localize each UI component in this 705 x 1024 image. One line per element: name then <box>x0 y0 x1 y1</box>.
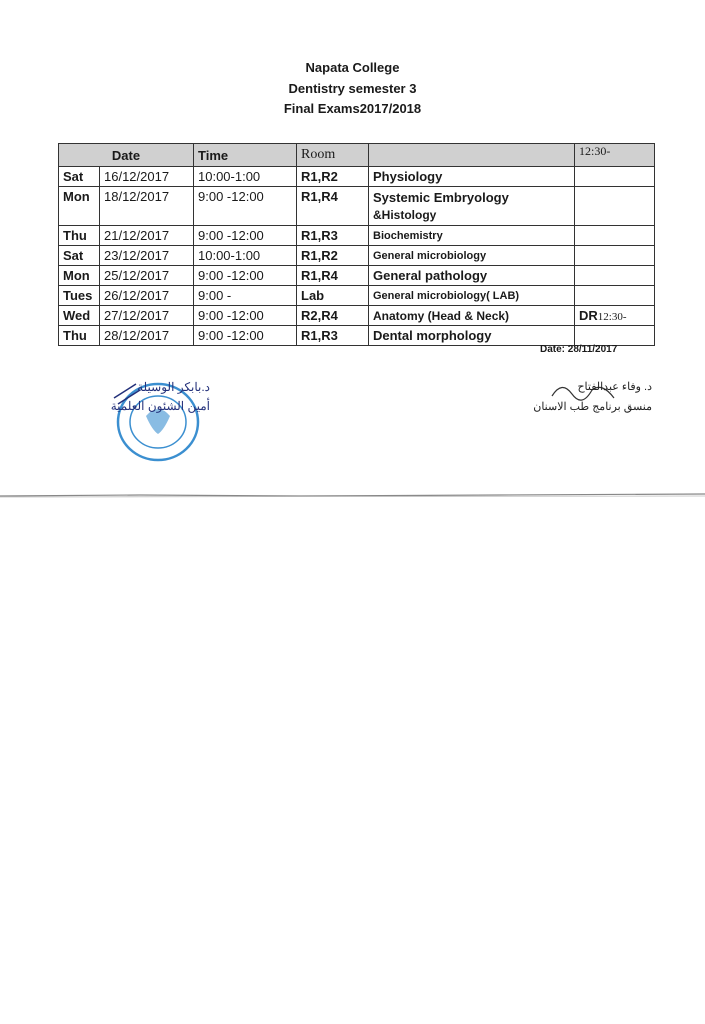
row-subject: General microbiology <box>369 246 575 266</box>
exam-schedule-table <box>58 143 655 346</box>
signature-left-name: د.بابكر الوسيلة <box>137 380 210 394</box>
row-day: Sat <box>59 246 100 266</box>
row-room: R1,R3 <box>297 226 369 246</box>
signature-right <box>520 377 652 417</box>
row-room: R2,R4 <box>297 306 369 326</box>
column-header-extra: 12:30- <box>575 144 655 167</box>
row-extra <box>575 167 655 187</box>
table-row <box>59 226 655 246</box>
row-day: Wed <box>59 306 100 326</box>
row-date: 21/12/2017 <box>100 226 194 246</box>
row-day: Sat <box>59 167 100 187</box>
row-extra-time: 12:30- <box>597 311 627 323</box>
row-subject-line2: &Histology <box>373 208 437 222</box>
column-header-date: Date <box>59 144 194 167</box>
row-time: 9:00 -12:00 <box>194 306 297 326</box>
row-time: 9:00 -12:00 <box>194 266 297 286</box>
row-subject <box>369 187 575 226</box>
row-extra-dr: DR <box>579 308 598 323</box>
table-row <box>59 187 655 226</box>
row-subject: Physiology <box>369 167 575 187</box>
college-name: Napata College <box>305 60 400 75</box>
row-day: Mon <box>59 266 100 286</box>
table-row <box>59 246 655 266</box>
row-room: R1,R4 <box>297 266 369 286</box>
row-date: 28/12/2017 <box>100 326 194 346</box>
row-day: Thu <box>59 226 100 246</box>
column-header-room: Room <box>297 144 369 167</box>
table-row <box>59 266 655 286</box>
issue-date: Date: 28/11/2017 <box>540 344 618 355</box>
row-room: Lab <box>297 286 369 306</box>
signature-right-title: منسق برنامج طب الاسنان <box>533 401 652 413</box>
row-date: 27/12/2017 <box>100 306 194 326</box>
row-subject-line1: Systemic Embryology <box>373 190 509 205</box>
row-time: 10:00-1:00 <box>194 246 297 266</box>
row-date: 25/12/2017 <box>100 266 194 286</box>
signature-left-title: أمين الشئون العلمية <box>110 399 210 413</box>
row-subject: General pathology <box>369 266 575 286</box>
row-subject: Biochemistry <box>369 226 575 246</box>
row-time: 10:00-1:00 <box>194 167 297 187</box>
table-header-row <box>59 144 655 167</box>
signature-left <box>100 378 210 416</box>
row-subject: Dental morphology <box>369 326 575 346</box>
row-subject: Anatomy (Head & Neck) <box>369 306 575 326</box>
table-row <box>59 286 655 306</box>
row-room: R1,R3 <box>297 326 369 346</box>
row-date: 26/12/2017 <box>100 286 194 306</box>
row-extra <box>575 286 655 306</box>
table-row <box>59 326 655 346</box>
row-extra <box>575 306 655 326</box>
row-room: R1,R2 <box>297 167 369 187</box>
row-subject: General microbiology( LAB) <box>369 286 575 306</box>
row-room: R1,R4 <box>297 187 369 226</box>
row-time: 9:00 - <box>194 286 297 306</box>
row-extra <box>575 226 655 246</box>
table-row <box>59 167 655 187</box>
row-date: 23/12/2017 <box>100 246 194 266</box>
row-extra <box>575 246 655 266</box>
column-header-time: Time <box>194 144 297 167</box>
row-time: 9:00 -12:00 <box>194 226 297 246</box>
row-extra <box>575 266 655 286</box>
row-date: 16/12/2017 <box>100 167 194 187</box>
row-room: R1,R2 <box>297 246 369 266</box>
row-day: Thu <box>59 326 100 346</box>
row-extra <box>575 187 655 226</box>
row-day: Mon <box>59 187 100 226</box>
row-date: 18/12/2017 <box>100 187 194 226</box>
exam-title: Final Exams2017/2018 <box>283 101 422 116</box>
row-extra <box>575 326 655 346</box>
row-time: 9:00 -12:00 <box>194 187 297 226</box>
column-header-subject <box>369 144 575 167</box>
signature-right-name: د. وفاء عبدالفتاح <box>577 381 652 393</box>
table-row <box>59 306 655 326</box>
program-name: Dentistry semester 3 <box>288 81 417 96</box>
row-time: 9:00 -12:00 <box>194 326 297 346</box>
paper-fold-line <box>0 490 705 500</box>
row-day: Tues <box>59 286 100 306</box>
